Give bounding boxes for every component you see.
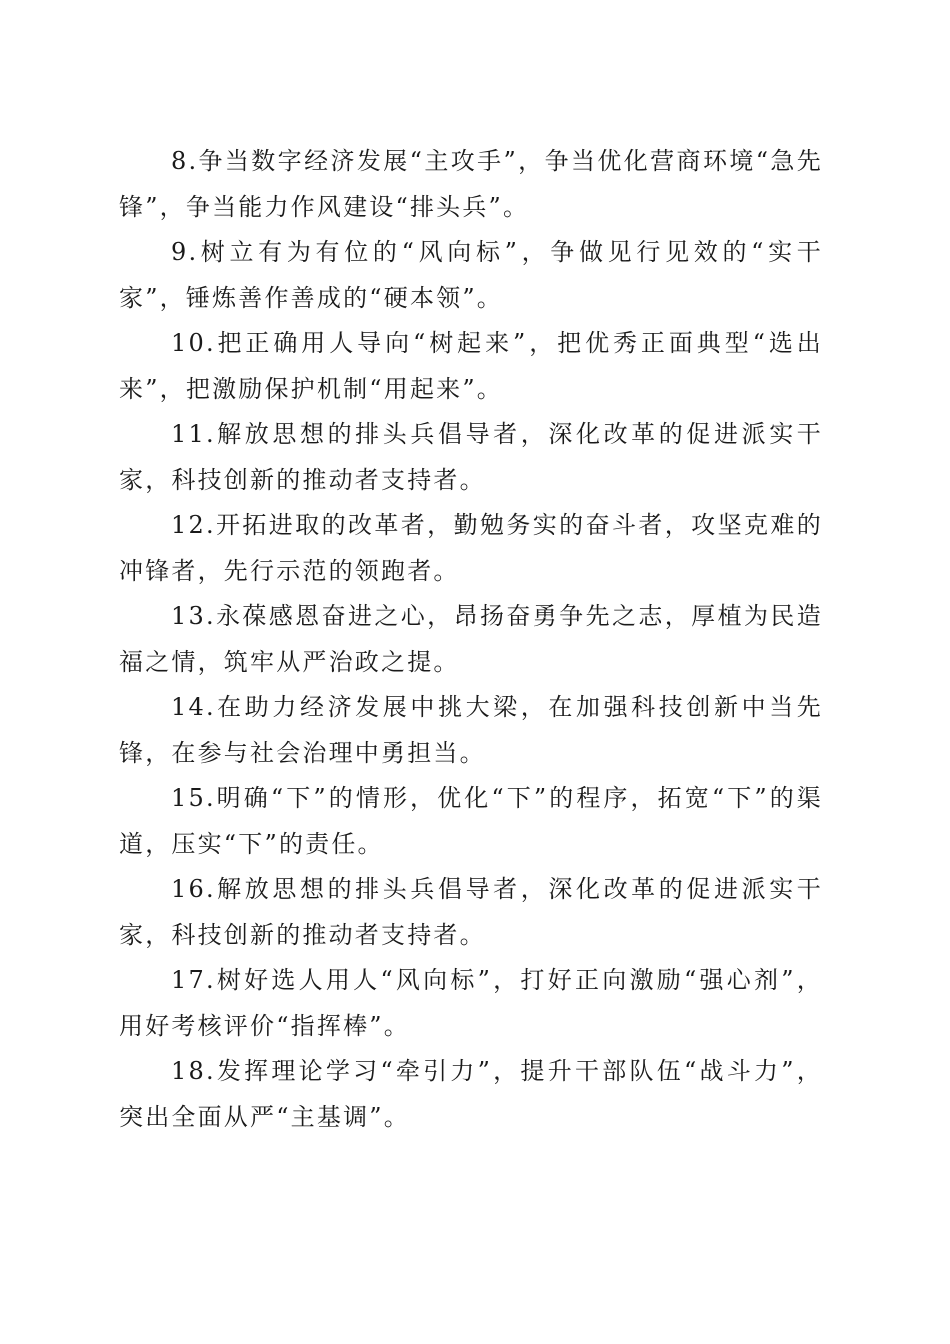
list-item-18: 18.发挥理论学习“牵引力”，提升干部队伍“战斗力”，突出全面从严“主基调”。 (119, 1057, 823, 1131)
list-item-8: 8.争当数字经济发展“主攻手”，争当优化营商环境“急先锋”，争当能力作风建设“排头兵”。 (119, 147, 823, 221)
list-item-14: 14.在助力经济发展中挑大梁，在加强科技创新中当先锋，在参与社会治理中勇担当。 (119, 693, 823, 767)
list-item-13: 13.永葆感恩奋进之心，昂扬奋勇争先之志，厚植为民造福之情，筑牢从严治政之提。 (119, 602, 823, 676)
list-item-11: 11.解放思想的排头兵倡导者，深化改革的促进派实干家，科技创新的推动者支持者。 (119, 420, 823, 494)
list-item-15: 15.明确“下”的情形，优化“下”的程序，拓宽“下”的渠道，压实“下”的责任。 (119, 784, 823, 858)
list-item-17: 17.树好选人用人“风向标”，打好正向激励“强心剂”，用好考核评价“指挥棒”。 (119, 966, 823, 1040)
list-item-9: 9.树立有为有位的“风向标”，争做见行见效的“实干家”，锤炼善作善成的“硬本领”。 (119, 238, 823, 312)
list-item-12: 12.开拓进取的改革者，勤勉务实的奋斗者，攻坚克难的冲锋者，先行示范的领跑者。 (119, 511, 823, 585)
document-body (119, 139, 823, 1140)
list-item-10: 10.把正确用人导向“树起来”，把优秀正面典型“选出来”，把激励保护机制“用起来”。 (119, 329, 823, 403)
list-item-16: 16.解放思想的排头兵倡导者，深化改革的促进派实干家，科技创新的推动者支持者。 (119, 875, 823, 949)
